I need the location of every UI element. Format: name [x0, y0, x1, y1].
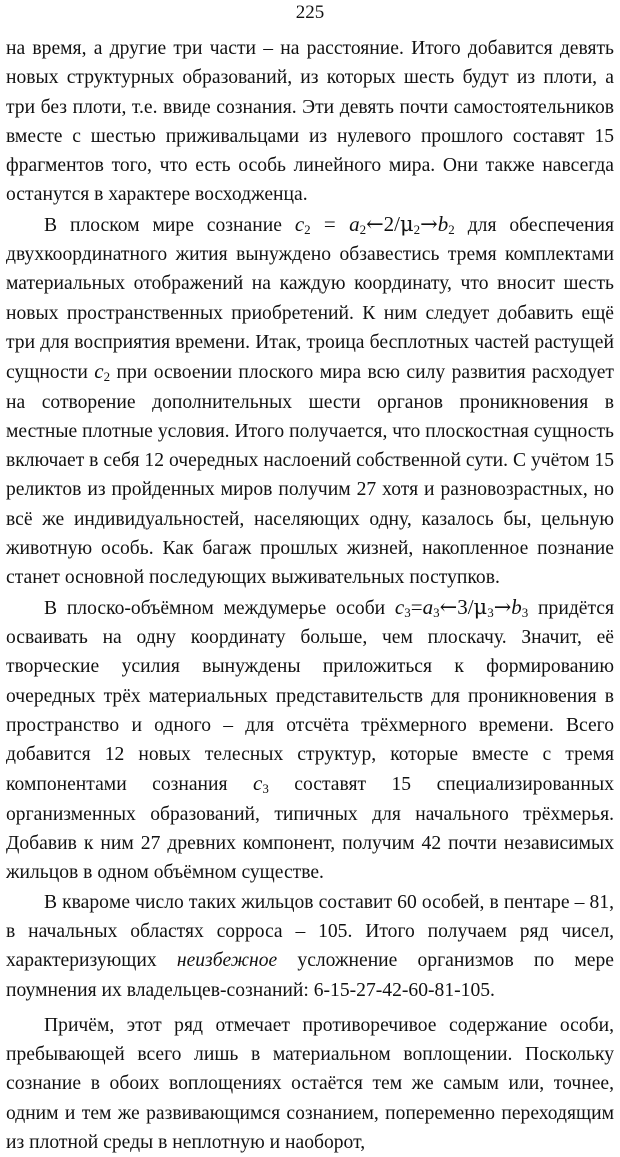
formula-c3: [395, 595, 528, 619]
paragraph-4-emphasis: неизбежное: [176, 950, 278, 972]
formula-c3-right-arrow: →: [493, 594, 512, 619]
formula-c3-mu-index: 3: [487, 604, 494, 620]
paragraph-5: Причём, этот ряд отмечает противоречивое содержание особи, пребывающей всего лишь в материальном воплощении. Поскольку сознание в обоих воплощениях остаётся тем же самым или, точнее, одним и тем же развивающимся сознанием, попеременно переходящим из плотной среды в неплотную и наоборот,: [6, 1014, 614, 1153]
paragraph-3-text-end: составят 15 специализированных организменных образований, типичных для начального трёхмерья. Добавив к ним 27 древних компонент, получим 42 почти независимых жильцов в одном объёмном существе.: [6, 774, 614, 884]
paragraph-2-text-end: при освоении плоского мира всю силу развития расходует на сотворение дополнительных шести органов проникновения в местные плотные условия. Итого получается, что плоскостная сущность включает в себя 12 очередных наслоений собственной сути. С учётом 15 реликтов из пройденных миров получим 27 хотя и разновозрастных, но всё же индивидуальностей, населяющих одну, казалось бы, цельную животную особь. Как багаж прошлых жизней, накопленное познание станет основной последующих выживательных поступков.: [6, 362, 614, 589]
variable-c2-c: c: [94, 359, 104, 384]
paragraph-1: на время, а другие три части – на расстояние. Итого добавится девять новых структурных образований, из которых шесть будут из плоти, а три без плоти, т.е. ввиде сознания. Эти девять почти самостоятельников вместе с шестью приживальцами из нулевого прошлого составят 15 фрагментов того, что есть особь линейного мира. Они также навсегда останутся в характере восходженца.: [6, 38, 614, 206]
formula-c2-equals: =: [310, 211, 350, 236]
variable-c2-index: 2: [103, 369, 111, 385]
formula-c2: [295, 212, 455, 236]
paragraph-4-text-end: усложнение организмов по мере поумнения их владельцев-сознаний: 6-15-27-42-60-81-105.: [6, 950, 614, 1001]
formula-c2-a: a: [349, 211, 360, 236]
formula-c2-c: c: [294, 211, 305, 236]
page-body: [6, 34, 614, 1157]
variable-c3-c: c: [253, 771, 263, 796]
paragraph-3: [6, 593, 614, 888]
paragraph-3-text-start: В плоско-объёмном междумерье особи: [44, 597, 395, 619]
formula-c2-mu-index: 2: [413, 221, 421, 237]
formula-c3-ratio: 3/: [457, 594, 474, 619]
paragraph-4: [6, 888, 614, 1005]
formula-c3-c-index: 3: [404, 604, 411, 620]
formula-c3-b: b: [511, 594, 522, 619]
paragraph-2-text-middle: для обеспечения двухкоординатного жития вынуждено обзавестись тремя комплектами материальных отображений на каждую координату, что вносит шесть новых пространственных приобретений. К ним следует добавить ещё три для восприятия времени. Итак, троица бесплотных частей растущей сущности: [6, 214, 615, 384]
variable-c2: [94, 359, 110, 383]
formula-c2-mu: μ: [400, 211, 414, 236]
formula-c3-a-index: 3: [433, 604, 440, 620]
formula-c3-b-index: 3: [521, 604, 529, 620]
paragraph-4-text-start: В кварoме число таких жильцов составит 60 особей, в пентаре – 81, в начальных областях сорроса – 105. Итого получаем ряд чисел, характеризующих: [6, 891, 614, 972]
formula-c2-b-index: 2: [448, 221, 455, 237]
paragraph-2-text-start: В плоском мире сознание: [44, 214, 295, 236]
variable-c3: [253, 771, 269, 795]
paragraph-2: [6, 210, 614, 593]
formula-c2-c-index: 2: [304, 221, 311, 237]
formula-c2-b: b: [437, 211, 449, 236]
formula-c3-equals: =: [410, 594, 423, 619]
formula-c3-c: c: [394, 594, 405, 619]
page-number: 225: [295, 2, 325, 23]
formula-c3-mu: μ: [473, 594, 488, 619]
variable-c3-index: 3: [262, 781, 269, 797]
formula-c3-a: a: [422, 594, 434, 619]
formula-c3-left-arrow: ←: [439, 594, 458, 619]
paragraph-3-text-middle: придётся осваивать на одну координату больше, чем плоскачу. Значит, её творческие усилия вынуждены приложиться к формированию очередных трёх материальных представительств для проникновения в пространство и одного – для отсчёта трёхмерного времени. Всего добавится 12 новых телесных структур, которые вместе с тремя компонентами сознания: [6, 597, 614, 796]
formula-c2-a-index: 2: [359, 221, 367, 237]
formula-c2-ratio: 2/: [383, 211, 401, 236]
formula-c2-right-arrow: →: [420, 211, 438, 236]
formula-c2-left-arrow: ←: [366, 211, 384, 236]
